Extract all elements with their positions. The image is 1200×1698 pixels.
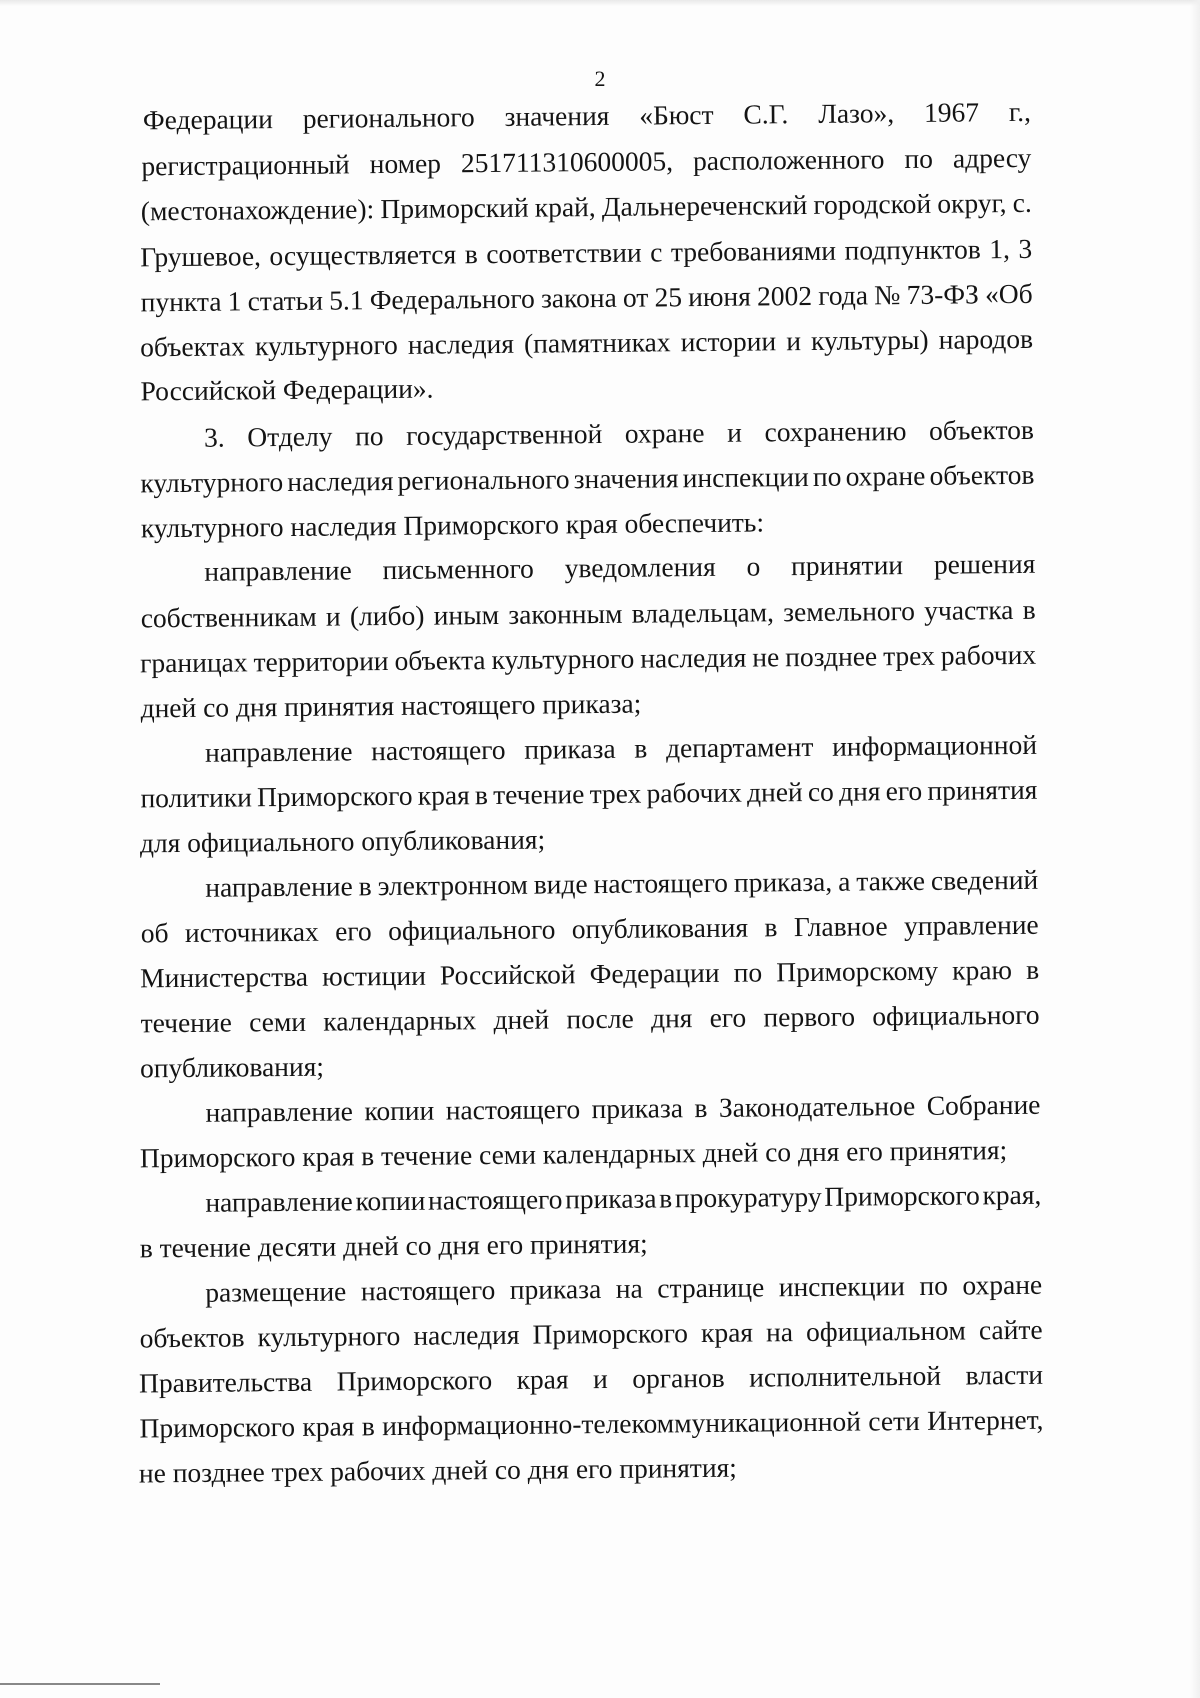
word: с. <box>1012 186 1032 219</box>
word: культурного <box>257 1319 401 1353</box>
paragraph-line <box>205 729 1037 769</box>
paragraph-line <box>140 639 1036 680</box>
word: наследия <box>640 641 747 674</box>
word: течение <box>140 1006 233 1039</box>
word: Приморского <box>256 779 413 813</box>
word: края <box>700 1316 754 1349</box>
word: культурного <box>140 466 284 499</box>
word: 251711310600005, <box>460 145 674 179</box>
word: дня <box>838 775 881 807</box>
word: Лазо», <box>818 97 895 129</box>
word: трех <box>589 777 642 810</box>
paragraph-line: для официального опубликования; <box>139 823 546 859</box>
word: округ, <box>937 187 1007 219</box>
word: Федерации <box>589 956 720 990</box>
word: Отделу <box>247 420 333 453</box>
word: в <box>1022 593 1036 625</box>
word: расположенного <box>692 143 885 177</box>
word: письменного <box>382 552 535 586</box>
word: наследия <box>413 1318 520 1351</box>
word: Правительства <box>138 1365 313 1399</box>
word: сайте <box>978 1313 1043 1346</box>
word: и <box>786 325 802 357</box>
word: политики <box>140 781 252 814</box>
word: значения <box>573 462 679 495</box>
word: его <box>334 915 372 947</box>
word: (местонахождение): <box>140 193 375 227</box>
word: территории <box>253 645 389 678</box>
word: Интернет, <box>927 1403 1044 1436</box>
word: подпунктов <box>844 233 981 266</box>
paragraph-line <box>139 1404 1043 1445</box>
word: в <box>464 238 478 270</box>
paragraph-line: Приморского края в течение семи календарных дней со дня его принятия; <box>139 1134 1008 1174</box>
word: Приморского <box>824 1179 980 1212</box>
word: Федерации <box>142 103 273 136</box>
word: соответствии <box>486 236 642 270</box>
word: Грушевое, <box>140 240 262 273</box>
word: 3 <box>1018 232 1033 264</box>
word: (либо) <box>349 599 425 632</box>
word: информационной <box>831 728 1038 762</box>
page-number: 2 <box>594 66 606 91</box>
word: значения <box>504 99 610 132</box>
word: официального <box>872 998 1040 1032</box>
word: настоящего <box>360 1274 496 1307</box>
word: осуществляется <box>269 238 457 272</box>
word: со <box>807 775 835 808</box>
word: края <box>516 1363 569 1395</box>
word: июня <box>688 280 751 313</box>
word: 2002 <box>756 279 813 312</box>
word: в <box>361 1410 375 1442</box>
word: С.Г. <box>743 98 789 130</box>
paragraph-line <box>140 954 1039 995</box>
word: иным <box>433 598 500 631</box>
paragraph-line <box>140 233 1032 274</box>
word: направление <box>204 735 353 768</box>
paragraph-line: опубликования; <box>139 1050 325 1084</box>
word: охране <box>962 1268 1043 1301</box>
word: также <box>856 864 926 897</box>
word: копии <box>355 1184 426 1217</box>
word: официальном <box>805 1314 966 1348</box>
word: культуры) <box>810 323 929 356</box>
word: законным <box>508 597 623 630</box>
word: странице <box>657 1271 765 1304</box>
word: департамент <box>665 730 814 764</box>
word: 1 <box>227 285 242 317</box>
word: и <box>727 416 743 448</box>
word: наследия <box>287 464 394 497</box>
word: край, <box>534 191 596 223</box>
word: в <box>764 911 778 943</box>
paragraph-line <box>205 1179 1041 1219</box>
word: охране <box>624 416 705 449</box>
word: электронном <box>377 868 528 902</box>
word: по <box>733 956 763 988</box>
word: закона <box>540 281 617 314</box>
word: участка <box>924 594 1014 626</box>
word: собственникам <box>140 600 317 634</box>
word: прокуратуру <box>674 1180 822 1214</box>
word: рабочих <box>940 638 1037 671</box>
word: объектов <box>139 1321 245 1354</box>
paragraph-line <box>205 1089 1040 1129</box>
paragraph-line <box>141 187 1032 228</box>
word: Приморского <box>336 1364 493 1397</box>
word: информационно-телекоммуникационной <box>381 1405 862 1442</box>
paragraph-line <box>143 96 1031 137</box>
paragraph-line <box>141 142 1031 183</box>
word: инспекции <box>682 460 809 494</box>
word: культурного <box>491 642 635 676</box>
word: официального <box>387 913 556 947</box>
word: Российской <box>439 958 576 991</box>
word: регистрационный <box>141 148 350 182</box>
word: краю <box>952 954 1013 986</box>
word: в <box>694 1091 708 1124</box>
paragraph-line: не позднее трех рабочих дней со дня его принятия; <box>138 1451 738 1489</box>
word: и <box>592 1362 608 1395</box>
word: календарных <box>323 1004 477 1037</box>
paragraph-line <box>205 1269 1042 1309</box>
word: направление <box>205 1185 353 1218</box>
word: Законодательное <box>718 1089 916 1123</box>
word: сведений <box>930 863 1039 896</box>
word: не <box>752 641 780 673</box>
word: № <box>874 279 901 311</box>
word: приказа <box>509 1273 602 1305</box>
word: 1967 <box>923 96 980 128</box>
word: управление <box>903 908 1039 942</box>
word: его <box>885 774 923 807</box>
word: Приморскому <box>776 954 939 988</box>
word: об <box>140 917 169 949</box>
word: Федерального <box>369 282 535 316</box>
word: органов <box>632 1361 725 1394</box>
word: истории <box>680 325 777 358</box>
word: приказа, <box>733 865 833 898</box>
word: юстиции <box>322 959 426 992</box>
paragraph-line: дней со дня принятия настоящего приказа; <box>140 687 642 724</box>
word: инспекции <box>778 1270 905 1303</box>
word: принятии <box>790 549 904 582</box>
word: рабочих <box>646 776 742 809</box>
paragraph-line <box>204 414 1034 454</box>
paragraph-line <box>140 323 1033 364</box>
word: «Бюст <box>639 98 714 131</box>
paragraph-line <box>140 999 1039 1040</box>
word: 5.1 <box>329 284 364 316</box>
word: дня <box>650 1002 693 1034</box>
word: земельного <box>783 594 916 628</box>
paragraph-line <box>140 1314 1043 1355</box>
word: в <box>474 779 489 811</box>
word: 3. <box>203 421 225 453</box>
word: объектов <box>929 458 1035 491</box>
word: с <box>650 236 663 268</box>
word: настоящего <box>593 866 729 900</box>
word: Приморского <box>139 1410 296 1444</box>
word: настоящего <box>371 733 506 767</box>
paragraph-line <box>141 594 1036 635</box>
paragraph-line: культурного наследия Приморского края обеспечить: <box>140 506 765 544</box>
word: государственной <box>406 417 603 451</box>
word: номер <box>369 147 442 180</box>
word: Приморский <box>380 191 529 225</box>
word: 25 <box>654 281 683 313</box>
word: течение <box>493 778 585 811</box>
word: исполнительной <box>749 1359 942 1393</box>
word: в <box>358 870 372 902</box>
word: сохранению <box>764 415 907 448</box>
word: трех <box>882 639 935 672</box>
word: источниках <box>184 915 319 948</box>
word: края <box>417 779 470 811</box>
word: (памятниках <box>523 326 671 359</box>
word: в <box>659 1182 673 1214</box>
word: настоящего <box>427 1183 563 1216</box>
word: его <box>709 1001 747 1033</box>
paragraph-line <box>140 459 1034 500</box>
word: после <box>566 1002 634 1035</box>
word: уведомления <box>564 550 716 584</box>
word: от <box>622 281 649 313</box>
word: по <box>919 1269 949 1301</box>
word: статьи <box>247 284 324 317</box>
word: народов <box>938 322 1034 355</box>
word: регионального <box>302 101 475 134</box>
word: объектах <box>140 330 246 363</box>
word: Дальнереченский <box>601 188 808 222</box>
word: а <box>837 865 851 897</box>
paragraph-line <box>139 1359 1043 1400</box>
word: решения <box>933 547 1036 580</box>
paragraph-line <box>141 909 1039 950</box>
word: семи <box>248 1005 307 1038</box>
word: Приморского <box>532 1317 689 1350</box>
word: «Об <box>984 277 1033 310</box>
word: настоящего <box>445 1093 581 1126</box>
word: регионального <box>397 463 570 496</box>
word: виде <box>533 868 588 900</box>
word: по <box>812 460 842 492</box>
word: дней <box>746 776 803 808</box>
word: границах <box>140 646 248 679</box>
word: городской <box>813 187 932 220</box>
paragraph-line <box>140 774 1037 815</box>
word: объектов <box>928 413 1035 446</box>
word: принятия <box>927 773 1038 806</box>
word: о <box>746 550 761 582</box>
word: по <box>354 420 384 452</box>
word: охране <box>845 459 926 492</box>
word: по <box>904 142 934 175</box>
word: на <box>765 1316 794 1348</box>
word: пункта <box>140 285 222 318</box>
word: края, <box>982 1178 1042 1211</box>
paragraph-line <box>204 548 1035 588</box>
word: направление <box>205 1095 354 1128</box>
word: приказа <box>524 732 616 765</box>
word: 1, <box>989 233 1011 265</box>
word: на <box>615 1272 643 1304</box>
word: культурного <box>254 328 398 362</box>
word: власти <box>965 1358 1044 1391</box>
word: приказа <box>564 1182 657 1215</box>
word: первого <box>763 1000 856 1033</box>
word: направление <box>204 554 352 587</box>
word: приказа <box>591 1092 684 1125</box>
word: объекта <box>394 644 486 676</box>
word: направление <box>205 870 353 903</box>
paragraph-line <box>205 864 1038 904</box>
word: позднее <box>785 640 878 673</box>
word: копии <box>364 1094 435 1127</box>
word: Министерства <box>140 960 309 994</box>
word: сети <box>868 1404 920 1437</box>
paragraph-line: в течение десяти дней со дня его принятия; <box>139 1227 648 1264</box>
word: Главное <box>793 910 888 943</box>
word: в <box>1026 953 1040 985</box>
paragraph-line: Российской Федерации». <box>140 372 434 407</box>
word: дней <box>493 1003 550 1036</box>
word: владельцам, <box>631 596 775 629</box>
word: требованиями <box>670 234 837 268</box>
word: года <box>818 279 869 311</box>
word: в <box>634 732 648 764</box>
word: г., <box>1008 95 1032 128</box>
word: наследия <box>407 327 515 360</box>
word: размещение <box>205 1275 347 1308</box>
word: опубликования <box>571 911 749 945</box>
word: адресу <box>952 141 1032 174</box>
paragraph-line <box>141 278 1033 319</box>
word: 73-ФЗ <box>906 278 979 311</box>
word: края <box>302 1410 355 1442</box>
word: и <box>325 600 341 632</box>
word: Собрание <box>926 1088 1041 1121</box>
